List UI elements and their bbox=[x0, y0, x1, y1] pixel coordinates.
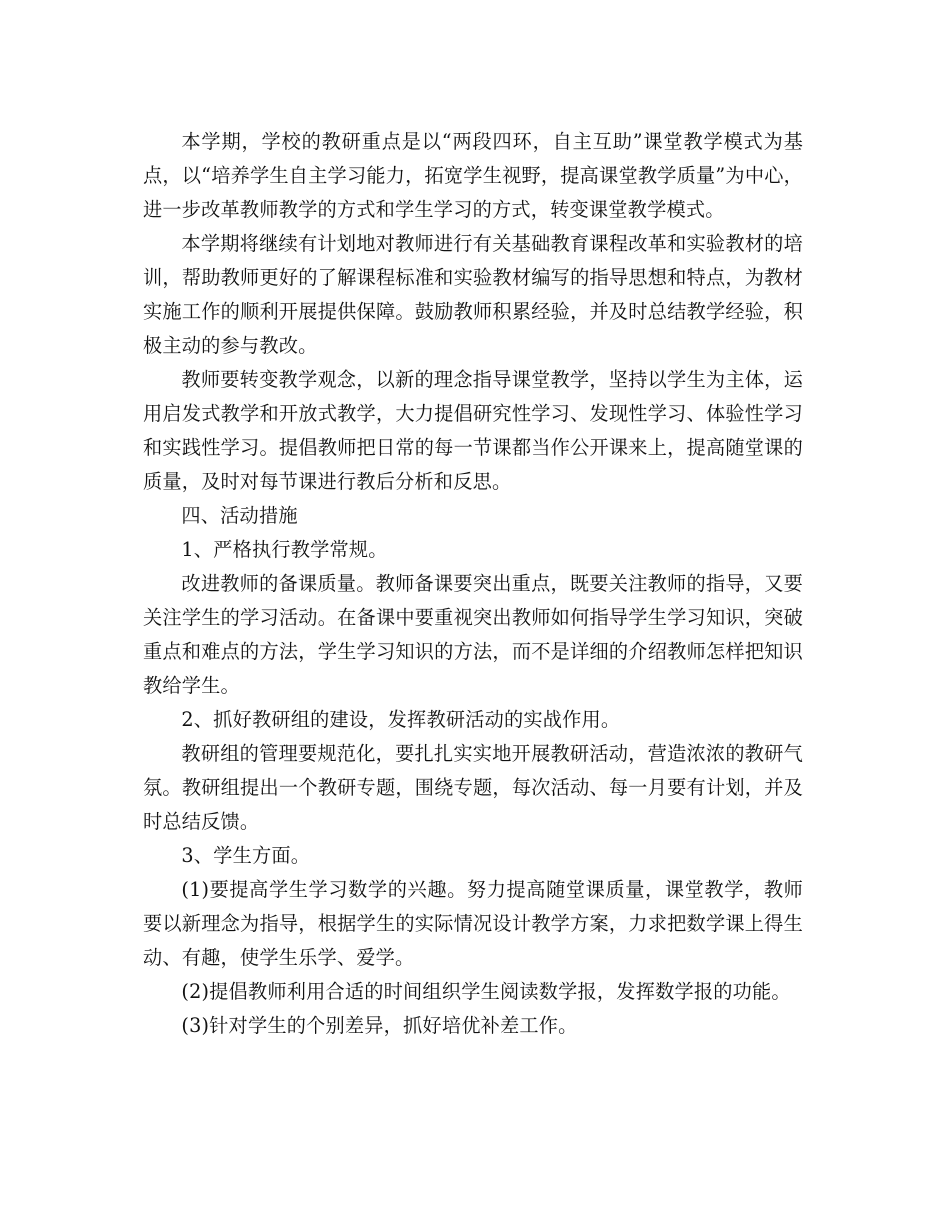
document-body bbox=[143, 125, 803, 1043]
paragraph-research-group-management: 教研组的管理要规范化，要扎扎实实地开展教研活动，营造浓浓的教研气氛。教研组提出一个教研专题，围绕专题，每次活动、每一月要有计划，并及时总结反馈。 bbox=[143, 742, 803, 833]
paragraph-teacher-training: 本学期将继续有计划地对教师进行有关基础教育课程改革和实验教材的培训，帮助教师更好的了解课程标准和实验教材编写的指导思想和特点，为教材实施工作的顺利开展提供保障。鼓励教师积累经验，并及时总结教学经验，积极主动的参与教改。 bbox=[143, 232, 803, 357]
paragraph-teaching-concept: 教师要转变教学观念，以新的理念指导课堂教学，坚持以学生为主体，运用启发式教学和开放式教学，大力提倡研究性学习、发现性学习、体验性学习和实践性学习。提倡教师把日常的每一节课都当作公开课来上，提高随堂课的质量，及时对每节课进行教后分析和反思。 bbox=[143, 368, 803, 493]
paragraph-lesson-preparation: 改进教师的备课质量。教师备课要突出重点，既要关注教师的指导，又要关注学生的学习活动。在备课中要重视突出教师如何指导学生学习知识，突破重点和难点的方法，学生学习知识的方法，而不是详细的介绍教师怎样把知识教给学生。 bbox=[143, 572, 803, 697]
paragraph-student-interest: (1)要提高学生学习数学的兴趣。努力提高随堂课质量，课堂教学，教师要以新理念为指导，根据学生的实际情况设计教学方案，力求把数学课上得生动、有趣，使学生乐学、爱学。 bbox=[143, 878, 803, 969]
list-item-student-aspect: 3、学生方面。 bbox=[181, 844, 311, 867]
list-item-teaching-routine: 1、严格执行教学常规。 bbox=[181, 538, 388, 561]
list-item-research-group: 2、抓好教研组的建设，发挥教研活动的实战作用。 bbox=[181, 708, 621, 731]
paragraph-individual-differences: (3)针对学生的个别差异，抓好培优补差工作。 bbox=[181, 1014, 578, 1037]
section-heading-activity-measures: 四、活动措施 bbox=[181, 504, 298, 527]
paragraph-teaching-research-focus: 本学期，学校的教研重点是以“两段四环，自主互助”课堂教学模式为基点，以“培养学生自主学习能力，拓宽学生视野，提高课堂教学质量”为中心，进一步改革教师教学的方式和学生学习的方式，转变课堂教学模式。 bbox=[143, 130, 803, 221]
paragraph-math-newspaper: (2)提倡教师利用合适的时间组织学生阅读数学报，发挥数学报的功能。 bbox=[181, 980, 791, 1003]
